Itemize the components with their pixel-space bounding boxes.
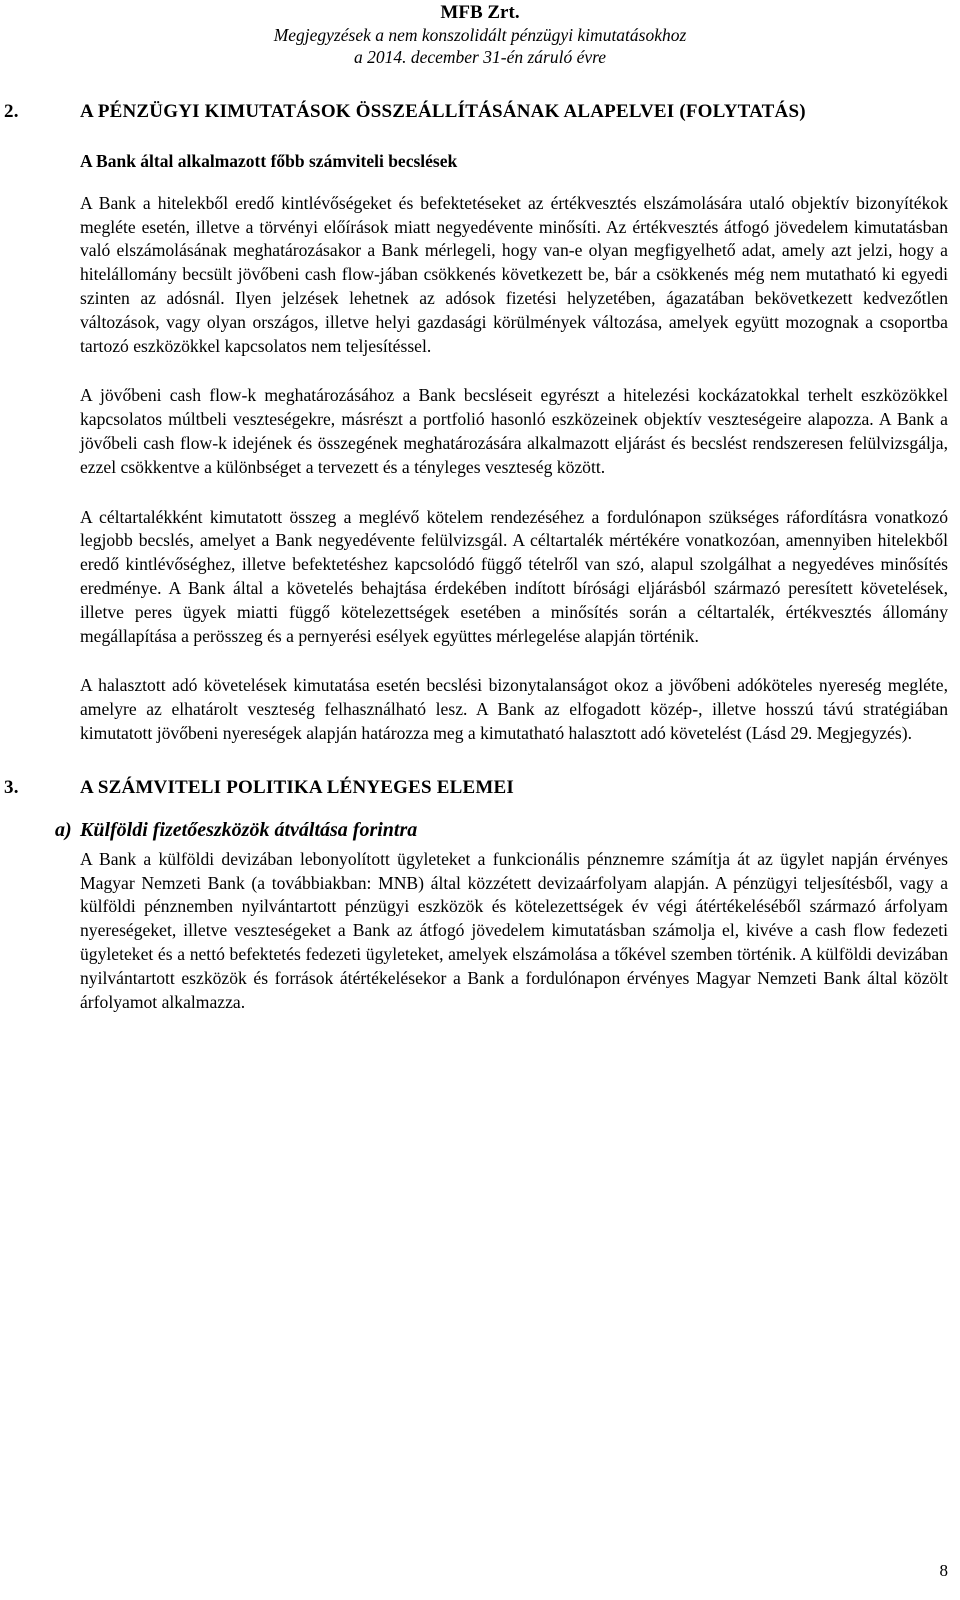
header-line-1: Megjegyzések a nem konszolidált pénzügyi kimutatásokhoz [273,25,687,45]
section-2-heading [4,100,948,124]
section-2-number: 2. [4,101,19,122]
paragraph-5: A Bank a külföldi devizában lebonyolított ügyleteket a funkcionális pénznemre számítja át az ügylet napján érvényes Magyar Nemzeti Bank (a továbbiakban: MNB) által közzétett devizaárfolyam alapján. A pénzügyi teljesítésből, vagy a külföldi pénznemben nyilvántartott pénzügyi eszközök és kötelezettségek év végi átértékeléséből származó árfolyam nyereségeket, illetve veszteségeket a Bank az átfogó jövedelem kimutatásban számolja el, kivéve a cash flow fedezeti ügyleteket és a nettó befektetés fedezeti ügyleteket, amelyek elszámolása a tőkével szemben történik. A külföldi devizában nyilvántartott eszközök és források átértékelésekor a Bank a fordulónapon érvényes Magyar Nemzeti Bank által közölt árfolyamot alkalmazza. [80,848,948,1012]
header-line-2: a 2014. december 31-én záruló évre [353,47,607,67]
section-3-heading [4,776,948,800]
paragraph-3: A céltartalékként kimutatott összeg a meglévő kötelem rendezéséhez a fordulónapon szükséges ráfordításra vonatkozó legjobb becslés, amelyet a Bank negyedévente felülvizsgál. A céltartalék mértékére vonatkozóan, amennyiben hitelekből eredő kintlévőséghez, illetve befektetéshez kapcsolódó függő tételről van szó, alapul szolgálhat a negyedéves minősítés eredménye. A Bank által a követelés behajtása érdekében indított bírósági eljárásból származó peresített követelések, illetve peres ügyek miatti függő kötelezettségek esetében a minősítés során a céltartalék, értékvesztés állomány megállapítása a perösszeg és a pernyerési esélyek együttes mérlegelése alapján történik. [80,506,948,646]
paragraph-1: A Bank a hitelekből eredő kintlévőségeket és befektetéseket az értékvesztés elszámolására utaló objektív bizonyítékok megléte esetén, illetve a törvényi előírások miatt negyedévente minősíti. Az értékvesztés átfogó jövedelem kimutatásban való elszámolásának meghatározásakor a Bank mérlegeli, hogy van-e olyan megfigyelhető adat, amely azt jelzi, hogy a hitelállomány becsült jövőbeni cash flow-jában csökkenés következett be, bár a csökkenés még nem mutatható ki egyedi szinten az adósnál. Ilyen jelzések lehetnek az adósok fizetési helyzetében, ágazatában bekövetkezett kedvezőtlen változások, vagy olyan országos, illetve helyi gazdasági körülmények változása, amelyek együtt mozognak a csoportba tartozó eszközökkel kapcsolatos nem teljesítéssel. [80,192,948,356]
subsection-a-letter: a) [55,818,72,841]
document-body [4,100,948,1014]
section-2-subheading: A Bank által alkalmazott főbb számviteli becslések [80,151,458,171]
section-3-number: 3. [4,776,19,798]
subsection-a-title: Külföldi fizetőeszközök átváltása forintra [80,818,418,841]
paragraph-2: A jövőbeni cash flow-k meghatározásához a Bank becsléseit egyrészt a hitelezési kockázatokkal terhelt eszközökkel kapcsolatos múltbeli veszteségekre, másrészt a portfolió hasonló eszközeinek objektív veszteségeire alapozza. A Bank a jövőbeli cash flow-k idejének és összegének meghatározására alkalmazott eljárást és becslést rendszeresen felülvizsgálja, ezzel csökkentve a különbséget a tervezett és a tényleges veszteség között. [80,385,948,477]
section-2-title: A PÉNZÜGYI KIMUTATÁSOK ÖSSZEÁLLÍTÁSÁNAK ALAPELVEI (FOLYTATÁS) [80,101,806,122]
paragraph-4: A halasztott adó követelések kimutatása esetén becslési bizonytalanságot okoz a jövőbeni adóköteles nyereség megléte, amelyre az elhatárolt veszteség felhasználható lesz. A Bank az elfogadott közép-, illetve hosszú távú stratégiában kimutatott jövőbeni nyereségek alapján határozza meg a kimutatható halasztott adó követelést (Lásd 29. Megjegyzés). [80,675,948,743]
page-header [0,2,960,68]
company-name: MFB Zrt. [440,2,520,23]
page-number: 8 [939,1561,948,1580]
section-3-title: A SZÁMVITELI POLITIKA LÉNYEGES ELEMEI [80,776,514,798]
subsection-a-heading [55,816,948,844]
